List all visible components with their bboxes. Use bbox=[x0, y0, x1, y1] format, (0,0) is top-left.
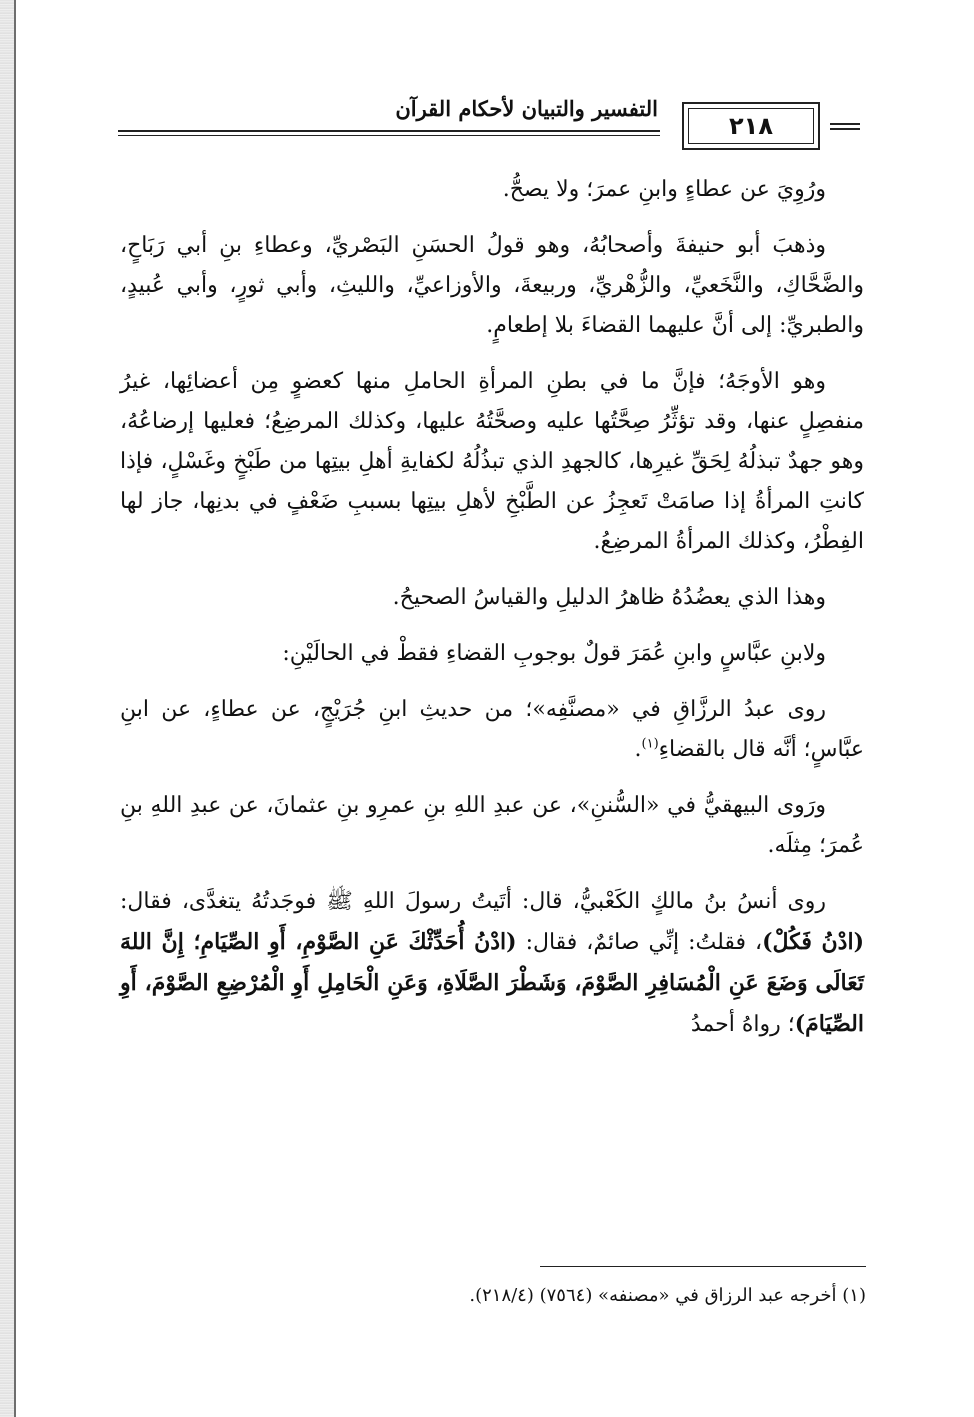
header-dash bbox=[830, 123, 860, 130]
page-header bbox=[118, 86, 860, 158]
hadith-mid: ، فقلتُ: إنِّي صائمٌ، فقال: bbox=[516, 930, 763, 955]
paragraph-8-text: روى أنسُ بنُ مالكٍ الكَعْبيُّ، قال: أتَيتُ رسولَ اللهِ ﷺ فوجَدتُهُ يتغدَّى، فقال: bbox=[120, 889, 826, 914]
header-rule bbox=[118, 130, 660, 136]
paragraph-2: وذهبَ أبو حنيفةَ وأصحابُهُ، وهو قولُ الحسَنِ البَصْريِّ، وعطاءِ بنِ أبي رَبَاحٍ، والضَّحَّاكِ، والنَّخَعيِّ، والزُّهْريِّ، وربيعةَ، والأوزاعيِّ، والليثِ، وأبي ثورٍ، وأبي عُبيدٍ، والطبريِّ: إلى أنَّ عليهما القضاءَ بلا إطعامٍ. bbox=[120, 233, 864, 338]
paragraph-4: وهذا الذي يعضُدُهُ ظاهرُ الدليلِ والقياسُ الصحيحُ. bbox=[392, 585, 826, 610]
footnote-marker[interactable]: (١) bbox=[641, 736, 659, 752]
hadith-quote-1: (ادْنُ فَكُلْ) bbox=[762, 929, 864, 955]
paragraph-6: روى عبدُ الرزَّاقِ في «مصنَّفِه»؛ من حديثِ ابنِ جُرَيْجٍ، عن عطاءٍ، عن ابنِ عبَّاسٍ؛ أنَّه قال بالقضاءِ$^{(١)}$. bbox=[120, 697, 864, 762]
hadith-quote-2: (ادْنُ أُحَدِّثْكَ عَنِ الصَّوْمِ، أَوِ الصِّيَامِ؛ إِنَّ اللهَ تَعَالَى وَضَعَ عَنِ الْمُسَافِرِ الصَّوْمَ، وَشَطْرَ الصَّلَاةِ، وَعَنِ الْحَامِلِ أَوِ الْمُرْضِعِ الصَّوْمَ، أَوِ الصِّيَامَ) bbox=[120, 929, 864, 1037]
footnote: (١) أخرجه عبد الرزاق في «مصنفه» (٧٥٦٤) (٢١٨/٤). bbox=[469, 1285, 866, 1306]
paragraph-1: ورُوِيَ عن عطاءٍ وابنِ عمرَ؛ ولا يصحُّ. bbox=[502, 177, 826, 202]
running-title: التفسير والتبيان لأحكام القرآن bbox=[395, 96, 658, 121]
paragraph-8 bbox=[120, 882, 864, 1045]
body-text bbox=[120, 170, 864, 1061]
paragraph-6-text: روى عبدُ الرزَّاقِ في «مصنَّفِه»؛ من حديثِ ابنِ جُرَيْجٍ، عن عطاءٍ، عن ابنِ عبَّاسٍ؛ أنَّه قال بالقضاءِ bbox=[120, 697, 864, 762]
footnote-divider bbox=[540, 1266, 866, 1267]
paragraph-5: ولابنِ عبَّاسٍ وابنِ عُمَرَ قولٌ بوجوبِ القضاءِ فقطْ في الحالَيْنِ: bbox=[282, 641, 826, 666]
paragraph-3: وهو الأوجَهُ؛ فإنَّ ما في بطنِ المرأةِ الحاملِ منها كعضوٍ مِن أعضائِها، غيرُ منفصِلٍ عنها، وقد تؤثِّرُ صِحَّتُها عليه وصحَّتُهُ عليها، وكذلك المرضِعُ؛ فعليها إرضاعُهُ، وهو جهدٌ تبذلُهُ لِحَقِّ غيرِها، كالجهدِ الذي تبذُلُهُ لكفايةِ أهلِ بيتِها من طَبْخٍ وغَسْلٍ، فإذا كانتِ المرأةُ إذا صامَتْ تَعجِزُ عن الطَّبْخِ لأهلِ بيتِها بسببِ ضَعْفٍ في بدنِها، جاز لها الفِطْرُ، وكذلك المرأةُ المرضِعُ. bbox=[120, 369, 864, 554]
scan-edge-line bbox=[14, 0, 16, 1417]
hadith-tail: ؛ رواهُ أحمدُ bbox=[690, 1012, 795, 1037]
paragraph-7: ورَوى البيهقيُّ في «السُّننِ»، عن عبدِ اللهِ بنِ عمرِو بنِ عثمانَ، عن عبدِ اللهِ بنِ عُمرَ؛ مِثلَه. bbox=[120, 793, 864, 858]
page-number-box bbox=[682, 102, 820, 150]
page-number: ٢١٨ bbox=[729, 112, 773, 140]
